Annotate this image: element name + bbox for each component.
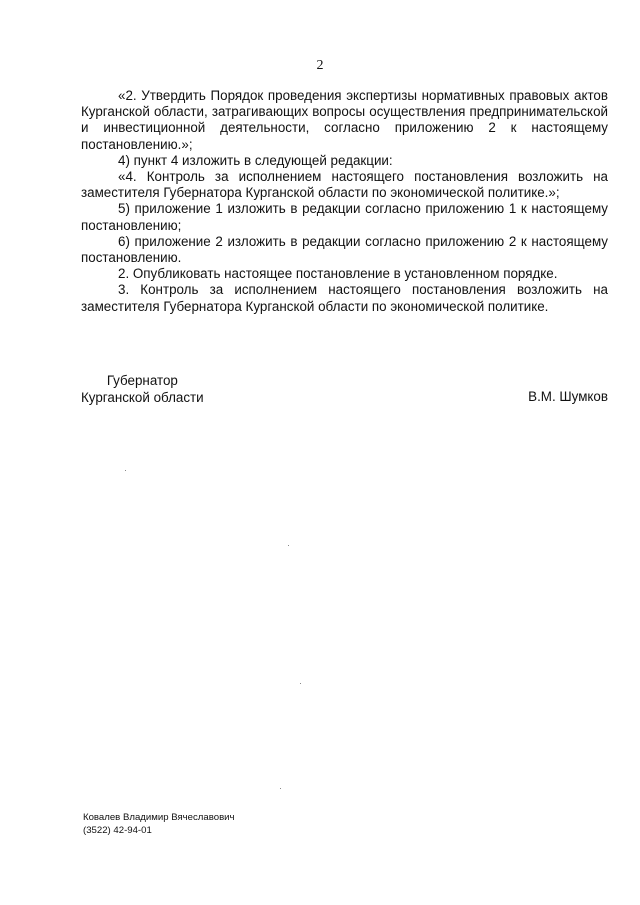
- paragraph-item-4-text: «4. Контроль за исполнением настоящего постановления возложить на заместителя Губернатора Курганской области по экономической политике.»;: [81, 169, 608, 201]
- signatory-name: В.М. Шумков: [528, 389, 608, 404]
- paragraph-publish: 2. Опубликовать настоящее постановление в установленном порядке.: [118, 266, 558, 282]
- scan-speck: [288, 545, 289, 546]
- paragraph-item-6: 6) приложение 2 изложить в редакции согласно приложению 2 к настоящему постановлению.: [81, 233, 608, 266]
- scan-speck: [300, 683, 301, 684]
- paragraph-approve-procedure: «2. Утвердить Порядок проведения экспертизы нормативных правовых актов Курганской области, затрагивающих вопросы осуществления предпринимательской и инвестиционной деятельности, согласно приложению 2 к настоящему постановлению.»;: [81, 88, 608, 152]
- signatory-title-line-1: Губернатор: [106, 373, 178, 388]
- signatory-title: [81, 372, 204, 406]
- paragraph-control: 3. Контроль за исполнением настоящего постановления возложить на заместителя Губернатора Курганской области по экономической политике.: [81, 282, 608, 314]
- scan-speck: [280, 788, 281, 789]
- executor-info: [83, 811, 235, 837]
- executor-phone: (3522) 42-94-01: [83, 825, 152, 836]
- signatory-title-line-2: Курганской области: [81, 390, 204, 405]
- scan-speck: [125, 470, 126, 471]
- paragraph-item-4-intro: 4) пункт 4 изложить в следующей редакции:: [118, 152, 393, 168]
- executor-name: Ковалев Владимир Вячеславович: [83, 812, 235, 823]
- page-number: 2: [316, 58, 324, 73]
- document-body: [81, 88, 608, 315]
- paragraph-item-5: 5) приложение 1 изложить в редакции согласно приложению 1 к настоящему постановлению;: [81, 201, 608, 233]
